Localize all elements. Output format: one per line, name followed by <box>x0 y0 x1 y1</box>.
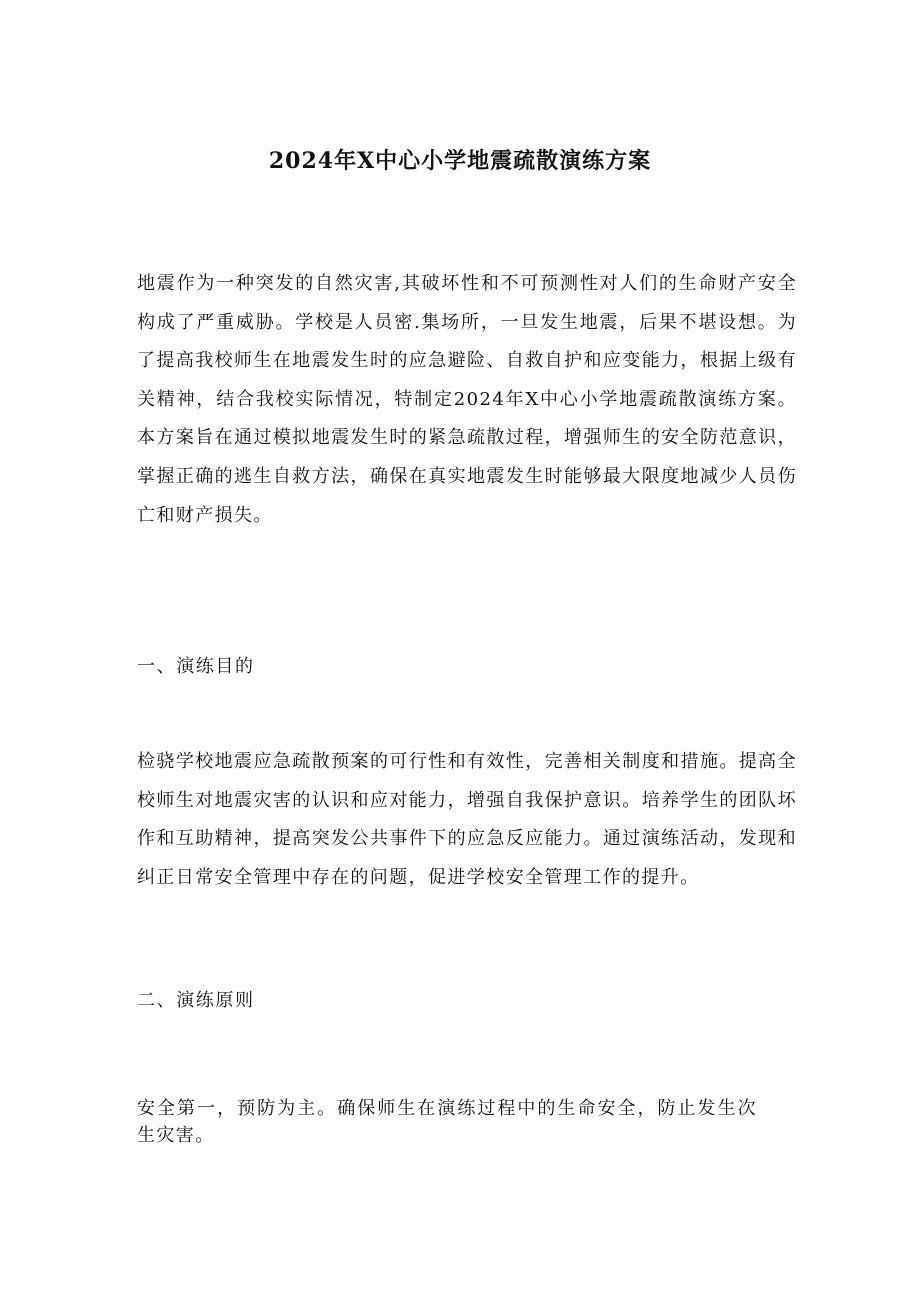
intro-paragraph: 地震作为一种突发的自然灾害,其破坏性和不可预测性对人们的生命财产安全构成了严重威胁。学校是人员密.集场所，一旦发生地震，后果不堪设想。为了提高我校师生在地震发生时的应急避险、自救自护和应变能力，根据上级有关精神，结合我校实际情况，特制定2024年X中心小学地震疏散演练方案。本方案旨在通过模拟地震发生时的紧急疏散过程，增强师生的安全防范意识，掌握正确的逃生自救方法，确保在真实地震发生时能够最大限度地减少人员伤亡和财产损失。 <box>137 273 797 526</box>
section-heading-principles: 二、演练原则 <box>137 990 255 1011</box>
section-body-principles: 安全第一，预防为主。确保师生在演练过程中的生命安全，防止发生次生灾害。 <box>137 1098 757 1146</box>
document-title: 2024年X中心小学地震疏散演练方案 <box>268 148 652 174</box>
section-heading-purpose: 一、演练目的 <box>137 656 255 677</box>
section-body-purpose: 检骁学校地震应急疏散预案的可行性和有效性，完善相关制度和措施。提高全校师生对地震灾害的认识和应对能力，增强自我保护意识。培养学生的团队坏作和互助精神，提高突发公共事件下的应急反应能力。通过演练活动，发现和纠正日常安全管理中存在的问题，促进学校安全管理工作的提升。 <box>137 751 797 888</box>
